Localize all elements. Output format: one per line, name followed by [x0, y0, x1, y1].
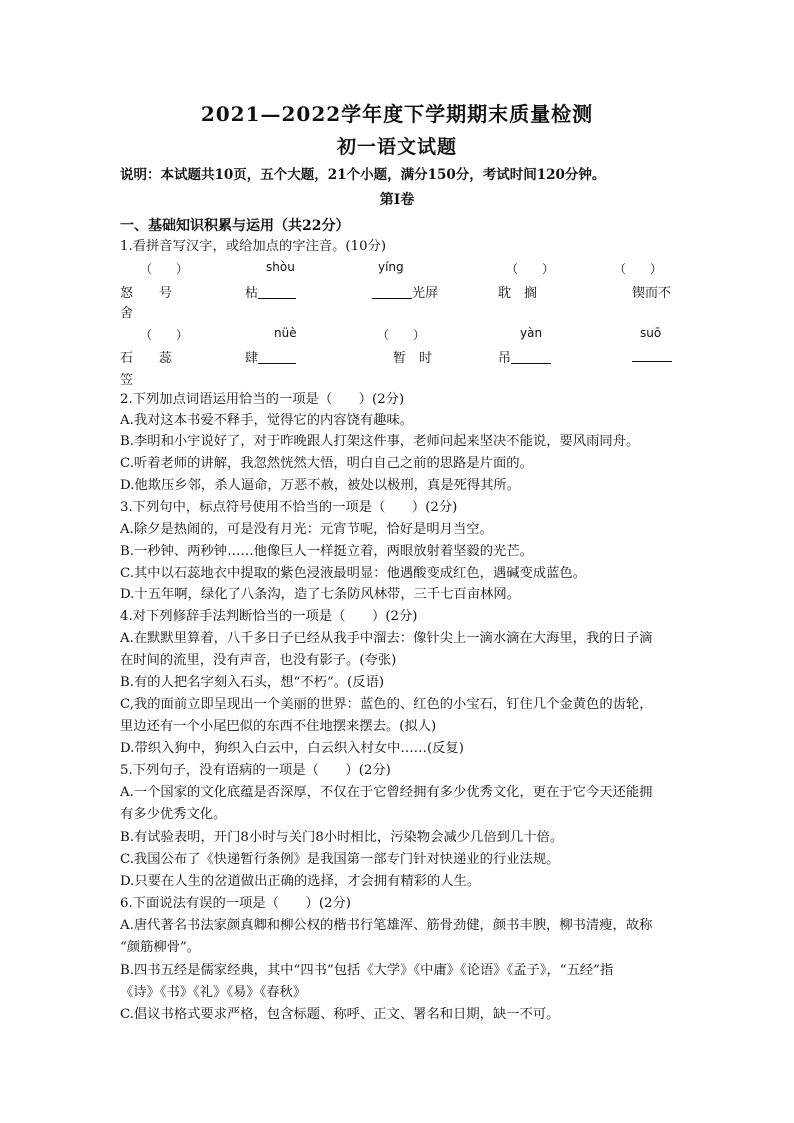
- pinyin-label-5: suō: [640, 326, 662, 340]
- option-line: A.我对这本书爱不释手，觉得它的内容饶有趣味。: [120, 413, 414, 428]
- word-item: 锲而不: [632, 286, 672, 301]
- option-line: 在时间的流里，没有声音，也没有影子。(夸张): [120, 653, 397, 668]
- pinyin-label-4: yàn: [520, 326, 543, 340]
- option-line: C.其中以石蕊地衣中提取的紫色浸液最明显：他遇酸变成红色，遇碱变成蓝色。: [120, 566, 587, 581]
- word-item: [632, 347, 672, 364]
- option-line: C.我国公布了《快递暂行条例》是我国第一部专门针对快递业的行业法规。: [120, 852, 560, 867]
- question-stem: 5.下列句子，没有语病的一项是（ ）(2分): [120, 763, 391, 778]
- option-line: B.有试验表明，开门8小时与关门8小时相比，污染物会减少几倍到几十倍。: [120, 830, 564, 845]
- word-item: 石 蕊: [120, 351, 173, 366]
- exam-instructions: 说明：本试题共10页，五个大题，21个小题，满分150分，考试时间120分钟。: [120, 167, 606, 183]
- option-line: D.只要在人生的岔道做出正确的选择，才会拥有精彩的人生。: [120, 874, 481, 889]
- option-line: C.听着老师的讲解，我忽然恍然大悟，明白自己之前的思路是片面的。: [120, 456, 533, 471]
- pinyin-label-2: yíng: [378, 260, 404, 274]
- option-line: C,我的面前立即呈现出一个美丽的世界：蓝色的、红色的小宝石，钉住几个金黄色的齿轮，: [120, 697, 653, 712]
- question-stem: 6.下面说法有误的一项是（ ）(2分): [120, 896, 351, 911]
- option-line: A.唐代著名书法家颜真卿和柳公权的楷书行笔雄浑、筋骨劲健，颜书丰腴，柳书清瘦，故称: [120, 918, 653, 933]
- answer-blank[interactable]: [632, 347, 672, 362]
- option-line: C.倡议书格式要求严格，包含标题、称呼、正文、署名和日期，缺一不可。: [120, 1007, 560, 1022]
- option-line: “颜筋柳骨”。: [120, 940, 201, 955]
- option-line: B.李明和小宇说好了，对于昨晚跟人打架这件事，老师问起来坚决不能说，要风雨同舟。: [120, 434, 640, 449]
- option-line: B.有的人把名字刻入石头，想“不朽”。(反语): [120, 675, 385, 690]
- exam-subtitle: 初一语文试题: [336, 136, 457, 158]
- option-line: D.带织入狗中，狗织入白云中，白云织入村女中……(反复): [120, 741, 464, 756]
- word-item-wrap: 笠: [120, 373, 134, 388]
- question-stem: 2.下列加点词语运用恰当的一项是（ ）(2分): [120, 392, 405, 407]
- word-item: 耽 搁: [498, 286, 538, 301]
- question-stem: 3.下列句中，标点符号使用不恰当的一项是（ ）(2分): [120, 500, 458, 515]
- word-item: 肆: [245, 347, 296, 366]
- answer-blank[interactable]: [511, 349, 551, 364]
- word-item: 暂 时: [393, 351, 433, 366]
- question-stem: 4.对下列修辞手法判断恰当的一项是（ ）(2分): [120, 609, 418, 624]
- option-line: 有多少优秀文化。: [120, 807, 227, 822]
- option-line: D.他欺压乡邻，杀人逼命，万恶不赦，被处以极刑，真是死得其所。: [120, 478, 521, 493]
- answer-blank[interactable]: [372, 284, 412, 299]
- option-line: D.十五年啊，绿化了八条沟，造了七条防风林带，三千七百亩林网。: [120, 587, 521, 602]
- exam-title: 2021—2022学年度下学期期末质量检测: [200, 102, 594, 126]
- option-line: 里边还有一个小尾巴似的东西不住地摆来摆去。(拟人): [120, 719, 437, 734]
- word-item: 吊: [498, 347, 551, 366]
- pinyin-blank-4: （ ）: [140, 328, 189, 342]
- option-line: 《诗》《书》《礼》《易》《春秋》: [120, 985, 307, 1000]
- answer-blank[interactable]: [258, 284, 296, 299]
- pinyin-blank-5: （ ）: [377, 328, 426, 342]
- section-heading: 一、基础知识积累与运用（共22分）: [120, 218, 350, 234]
- word-item-wrap: 舍: [120, 306, 134, 321]
- word-item: 光屏: [372, 282, 438, 301]
- word-item: 枯: [245, 282, 296, 301]
- option-line: A.除夕是热闹的，可是没有月光：元宵节呢，恰好是明月当空。: [120, 522, 493, 537]
- question-1-stem: 1.看拼音写汉字，或给加点的字注音。(10分): [120, 239, 387, 254]
- option-line: A.一个国家的文化底蕴是否深厚，不仅在于它曾经拥有多少优秀文化，更在于它今天还能拥: [120, 785, 653, 800]
- option-line: B.一秒钟、两秒钟……他像巨人一样挺立着，两眼放射着坚毅的光芒。: [120, 544, 533, 559]
- option-line: A.在默默里算着，八千多日子已经从我手中溜去：像针尖上一滴水滴在大海里，我的日子滴: [120, 631, 653, 646]
- pinyin-blank-2: （ ）: [506, 262, 555, 276]
- option-line: B.四书五经是儒家经典，其中“四书”包括《大学》《中庸》《论语》《孟子》，“五经”指: [120, 963, 614, 978]
- pinyin-blank-3: （ ）: [614, 262, 663, 276]
- answer-blank[interactable]: [258, 349, 296, 364]
- word-item: 怒 号: [120, 286, 173, 301]
- pinyin-label-3: nüè: [274, 326, 297, 340]
- pinyin-blank-1: （ ）: [140, 262, 189, 276]
- pinyin-label-1: shòu: [266, 260, 295, 274]
- volume-label: 第Ⅰ卷: [379, 192, 415, 208]
